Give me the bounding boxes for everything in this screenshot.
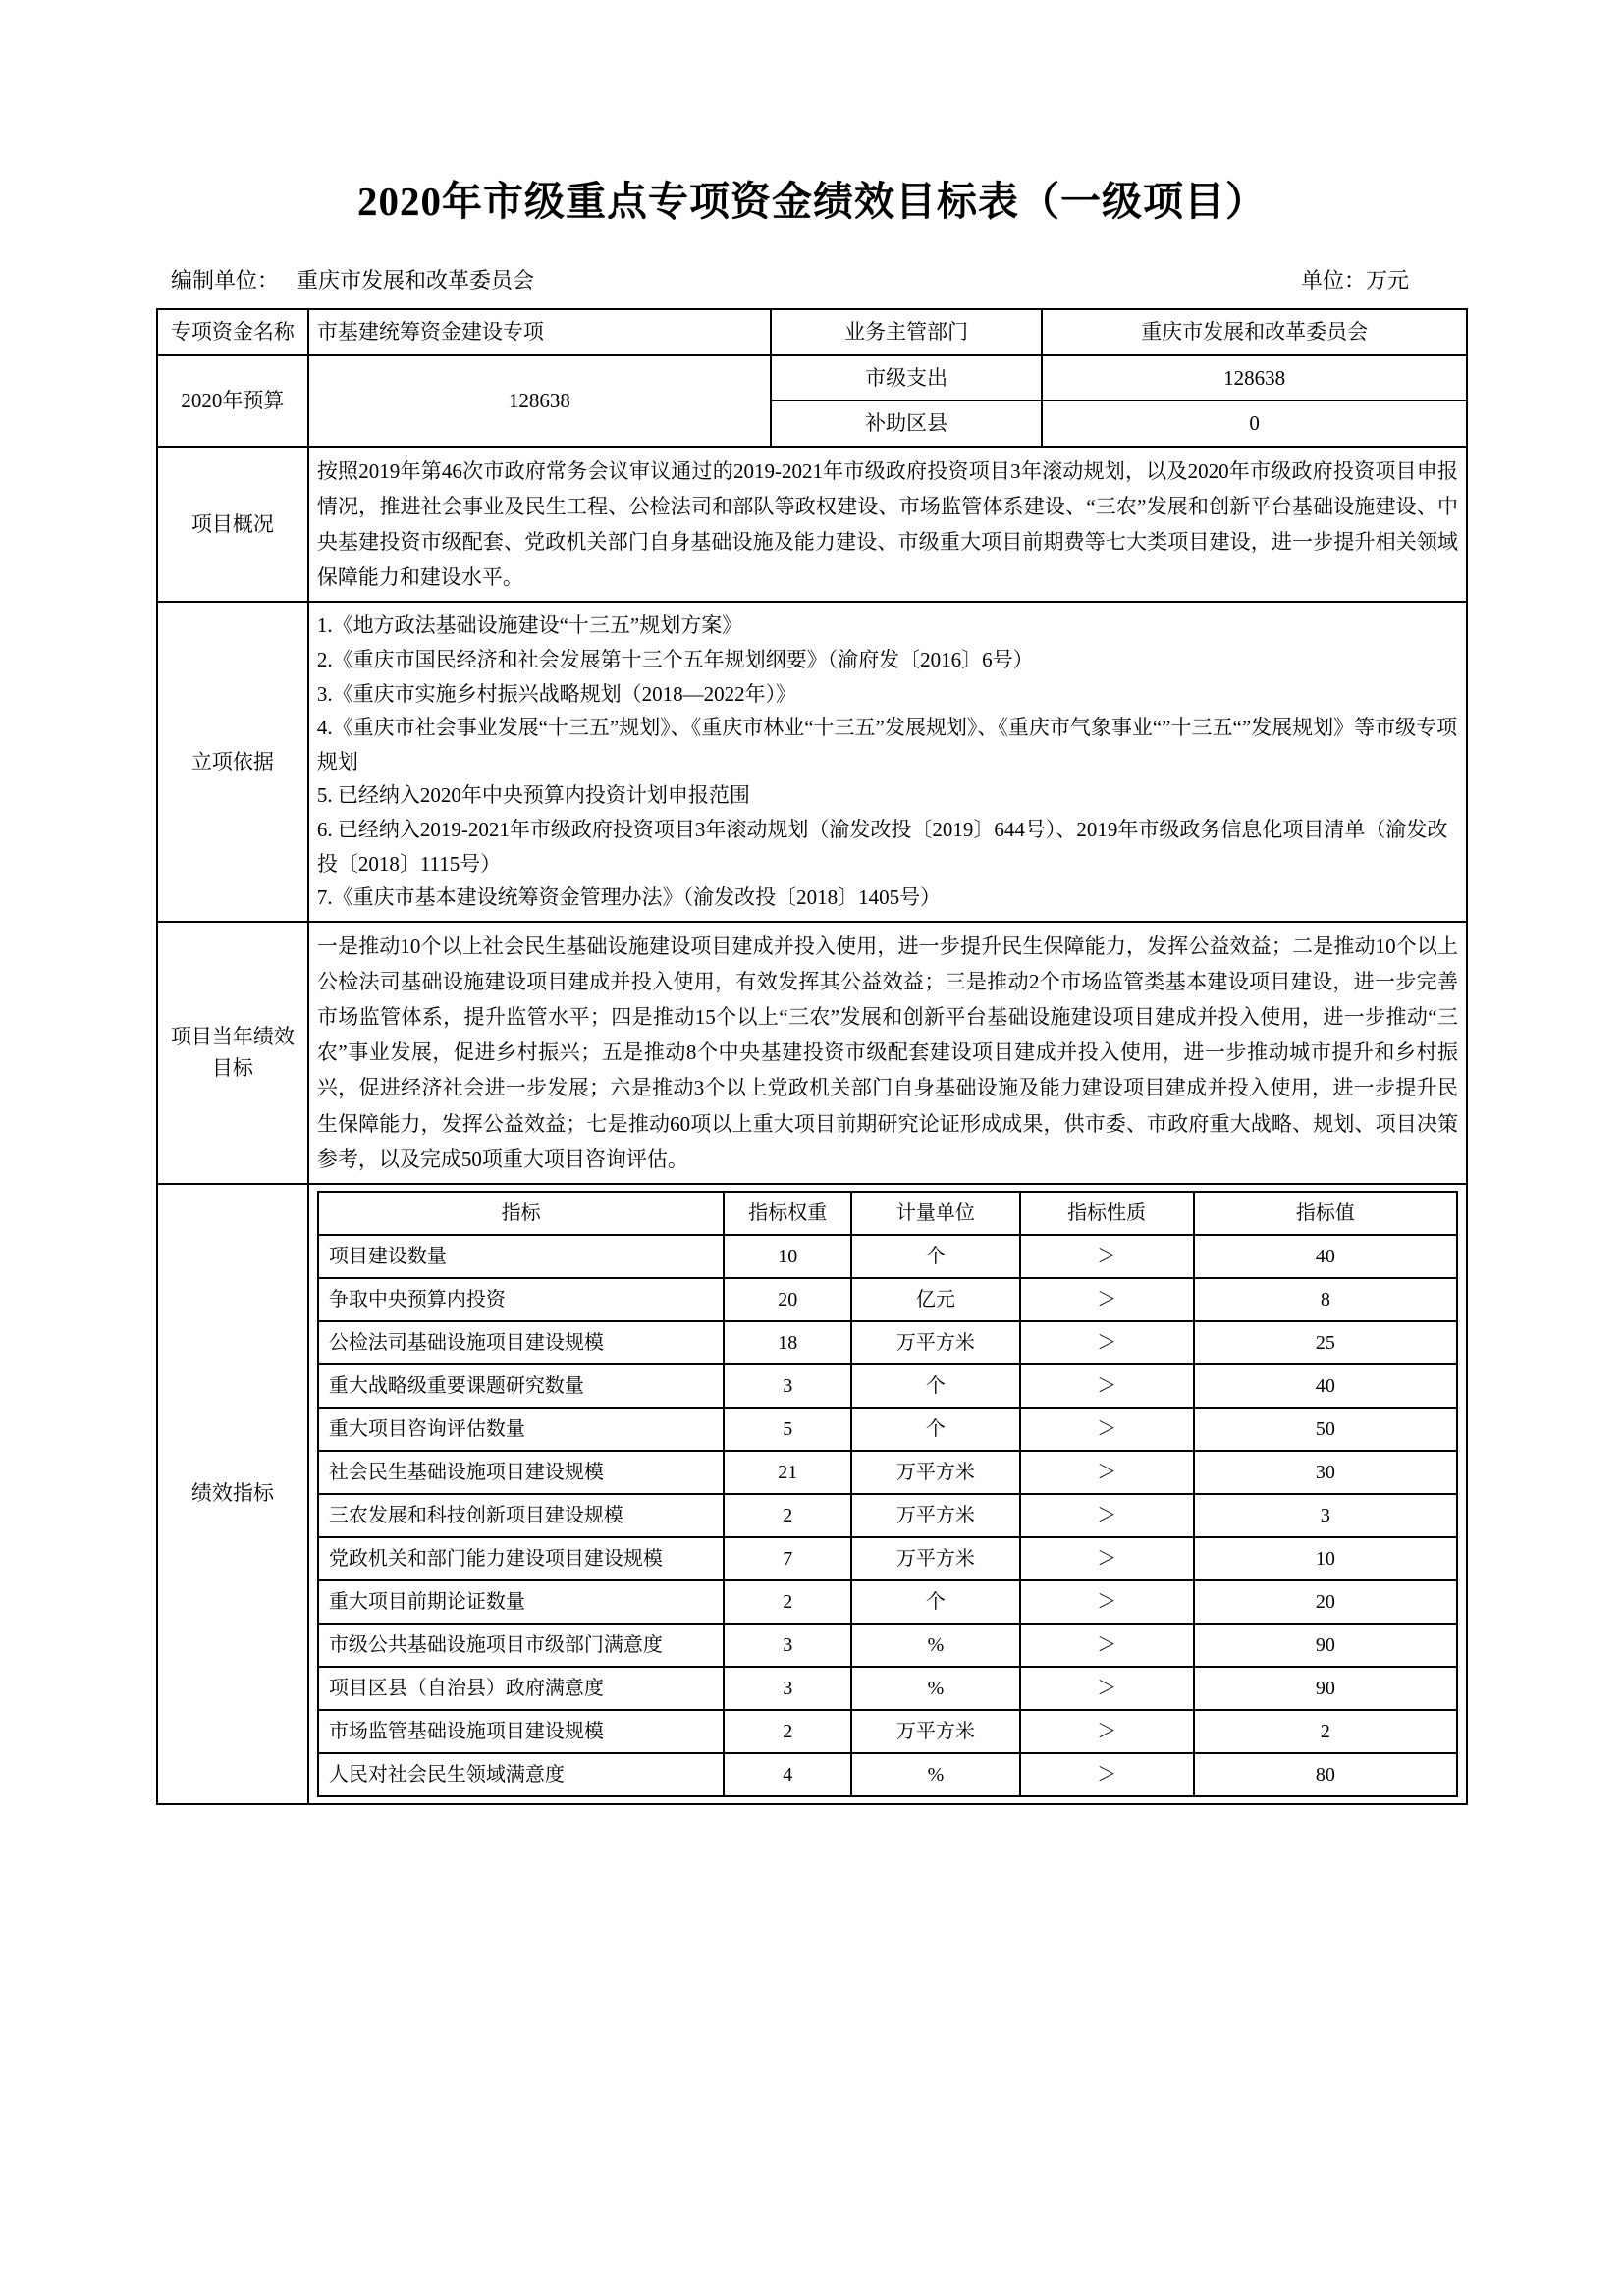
compiler-label: 编制单位： (171, 268, 280, 294)
basis-item: 6. 已经纳入2019-2021年市级政府投资项目3年滚动规划（渝发改投〔2019〕644号）、2019年市级政务信息化项目清单（渝发改投〔2018〕1115号） (316, 818, 1448, 876)
kpi-indicator-nature: ＞ (1020, 1667, 1194, 1710)
supervising-dept-value: 重庆市发展和改革委员会 (1042, 309, 1467, 355)
table-row (318, 1321, 1457, 1364)
kpi-indicator-unit: 亿元 (851, 1278, 1019, 1321)
kpi-indicator-value: 30 (1194, 1451, 1457, 1494)
kpi-indicator-value: 40 (1194, 1235, 1457, 1278)
kpi-col-nature: 指标性质 (1020, 1192, 1194, 1235)
district-subsidy-label: 补助区县 (771, 400, 1042, 447)
basis-item: 1.《地方政法基础设施建设“十三五”规划方案》 (316, 614, 743, 638)
kpi-indicator-weight: 2 (724, 1494, 851, 1537)
kpi-col-unit: 计量单位 (851, 1192, 1019, 1235)
kpi-indicator-weight: 7 (724, 1537, 851, 1580)
kpi-indicator-unit: % (851, 1624, 1019, 1667)
supervising-dept-label: 业务主管部门 (771, 309, 1042, 355)
kpi-indicator-value: 20 (1194, 1580, 1457, 1624)
table-row (318, 1235, 1457, 1278)
kpi-indicator-name: 重大项目前期论证数量 (318, 1580, 725, 1624)
kpi-indicator-unit: 万平方米 (851, 1451, 1019, 1494)
kpi-indicator-weight: 3 (724, 1667, 851, 1710)
kpi-indicator-weight: 20 (724, 1278, 851, 1321)
kpi-indicator-weight: 2 (724, 1580, 851, 1624)
kpi-indicator-name: 市级公共基础设施项目市级部门满意度 (318, 1624, 725, 1667)
district-subsidy-value: 0 (1042, 400, 1467, 447)
basis-item: 7.《重庆市基本建设统筹资金管理办法》（渝发改投〔2018〕1405号） (316, 885, 942, 910)
kpi-indicator-unit: 万平方米 (851, 1710, 1019, 1753)
kpi-indicator-weight: 2 (724, 1710, 851, 1753)
annual-goal-text (308, 922, 1467, 1184)
city-expense-label: 市级支出 (771, 355, 1042, 401)
kpi-indicator-name: 重大战略级重要课题研究数量 (318, 1364, 725, 1408)
kpi-indicator-nature: ＞ (1020, 1278, 1194, 1321)
kpi-indicator-name: 争取中央预算内投资 (318, 1278, 725, 1321)
annual-goal-paragraph: 一是推动10个以上社会民生基础设施建设项目建成并投入使用，进一步提升民生保障能力，发挥公益效益；二是推动10个以上公检法司基础设施建设项目建成并投入使用，有效发挥其公益效益；三是推动2个市场监管类基本建设项目建设，进一步完善市场监管体系，提升监管水平；四是推动15个以上“三农”发展和创新平台基础设施建设项目建成并投入使用，进一步推动“三农”事业发展，促进乡村振兴；五是推动8个中央基建投资市级配套建设项目建成并投入使用，进一步推动城市提升和乡村振兴，促进经济社会进一步发展；六是推动3个以上党政机关部门自身基础设施及能力建设项目建成并投入使用，进一步提升民生保障能力，发挥公益效益；七是推动60项以上重大项目前期研究论证形成成果，供市委、市政府重大战略、规划、项目决策参考，以及完成50项重大项目咨询评估。 (316, 934, 1458, 1171)
kpi-indicator-name: 三农发展和科技创新项目建设规模 (318, 1494, 725, 1537)
kpi-indicator-weight: 10 (724, 1235, 851, 1278)
kpi-indicator-weight: 18 (724, 1321, 851, 1364)
kpi-indicator-value: 10 (1194, 1537, 1457, 1580)
performance-goal-table (156, 308, 1468, 1805)
kpi-indicator-value: 90 (1194, 1624, 1457, 1667)
kpi-indicator-name: 党政机关和部门能力建设项目建设规模 (318, 1537, 725, 1580)
kpi-label: 绩效指标 (157, 1184, 308, 1804)
basis-item: 5. 已经纳入2020年中央预算内投资计划申报范围 (316, 783, 750, 808)
kpi-indicator-unit: 个 (851, 1580, 1019, 1624)
overview-label: 项目概况 (157, 447, 308, 602)
kpi-indicator-nature: ＞ (1020, 1235, 1194, 1278)
budget-value: 128638 (308, 355, 771, 447)
kpi-indicator-name: 项目区县（自治县）政府满意度 (318, 1667, 725, 1710)
compiler-info (156, 264, 534, 294)
basis-item: 3.《重庆市实施乡村振兴战略规划（2018—2022年）》 (316, 681, 797, 706)
kpi-indicator-unit: 万平方米 (851, 1494, 1019, 1537)
kpi-indicator-value: 25 (1194, 1321, 1457, 1364)
kpi-indicator-weight: 5 (724, 1408, 851, 1451)
basis-label: 立项依据 (157, 602, 308, 922)
table-row (318, 1624, 1457, 1667)
overview-text (308, 447, 1467, 602)
document-meta (156, 225, 1468, 294)
kpi-col-indicator: 指标 (318, 1192, 725, 1235)
table-row-annual-goal (157, 922, 1467, 1184)
kpi-indicator-value: 90 (1194, 1667, 1457, 1710)
table-row-kpi (157, 1184, 1467, 1804)
kpi-indicator-unit: 万平方米 (851, 1321, 1019, 1364)
table-row (318, 1580, 1457, 1624)
table-row (318, 1667, 1457, 1710)
kpi-header-row (318, 1192, 1457, 1235)
table-row (318, 1753, 1457, 1796)
basis-list (308, 602, 1467, 922)
kpi-indicator-name: 公检法司基础设施项目建设规模 (318, 1321, 725, 1364)
kpi-indicator-value: 40 (1194, 1364, 1457, 1408)
kpi-indicator-weight: 3 (724, 1364, 851, 1408)
table-row-budget-city (157, 355, 1467, 401)
kpi-col-value: 指标值 (1194, 1192, 1457, 1235)
table-row-overview (157, 447, 1467, 602)
table-row (318, 1537, 1457, 1580)
table-row (318, 1278, 1457, 1321)
kpi-indicator-unit: % (851, 1667, 1019, 1710)
kpi-table-container (308, 1184, 1467, 1804)
kpi-indicator-name: 人民对社会民生领域满意度 (318, 1753, 725, 1796)
kpi-col-weight: 指标权重 (724, 1192, 851, 1235)
unit-note: 单位：万元 (1300, 268, 1409, 294)
kpi-indicator-value: 2 (1194, 1710, 1457, 1753)
annual-goal-label: 项目当年绩效目标 (157, 922, 308, 1184)
kpi-indicator-nature: ＞ (1020, 1408, 1194, 1451)
kpi-indicator-name: 市场监管基础设施项目建设规模 (318, 1710, 725, 1753)
kpi-indicator-nature: ＞ (1020, 1710, 1194, 1753)
kpi-indicator-nature: ＞ (1020, 1537, 1194, 1580)
kpi-indicator-nature: ＞ (1020, 1364, 1194, 1408)
page-title: 2020年市级重点专项资金绩效目标表（一级项目） (357, 179, 1267, 224)
kpi-indicator-name: 重大项目咨询评估数量 (318, 1408, 725, 1451)
kpi-indicator-nature: ＞ (1020, 1624, 1194, 1667)
table-row (318, 1451, 1457, 1494)
kpi-indicator-weight: 21 (724, 1451, 851, 1494)
fund-name-value: 市基建统筹资金建设专项 (308, 309, 771, 355)
basis-item: 2.《重庆市国民经济和社会发展第十三个五年规划纲要》（渝府发〔2016〕6号） (316, 647, 1034, 671)
kpi-indicator-unit: % (851, 1753, 1019, 1796)
kpi-indicator-name: 社会民生基础设施项目建设规模 (318, 1451, 725, 1494)
kpi-indicator-unit: 个 (851, 1364, 1019, 1408)
kpi-indicator-nature: ＞ (1020, 1753, 1194, 1796)
overview-paragraph: 按照2019年第46次市政府常务会议审议通过的2019-2021年市级政府投资项目3年滚动规划，以及2020年市级政府投资项目申报情况，推进社会事业及民生工程、公检法司和部队等政权建设、市场监管体系建设、“三农”发展和创新平台基础设施建设、中央基建投资市级配套、党政机关部门自身基础设施及能力建设、市级重大项目前期费等七大类项目建设，进一步提升相关领域保障能力和建设水平。 (316, 458, 1458, 590)
kpi-indicator-unit: 个 (851, 1235, 1019, 1278)
city-expense-value: 128638 (1042, 355, 1467, 401)
budget-label: 2020年预算 (157, 355, 308, 447)
table-row (318, 1408, 1457, 1451)
kpi-indicator-value: 80 (1194, 1753, 1457, 1796)
kpi-indicator-value: 3 (1194, 1494, 1457, 1537)
table-row-fund-name (157, 309, 1467, 355)
kpi-indicator-unit: 万平方米 (851, 1537, 1019, 1580)
table-row-basis (157, 602, 1467, 922)
kpi-indicator-value: 50 (1194, 1408, 1457, 1451)
kpi-indicator-weight: 4 (724, 1753, 851, 1796)
table-row (318, 1364, 1457, 1408)
kpi-indicator-value: 8 (1194, 1278, 1457, 1321)
basis-item: 4.《重庆市社会事业发展“十三五”规划》、《重庆市林业“十三五”发展规划》、《重庆市气象事业“”十三五“”发展规划》等市级专项规划 (316, 716, 1458, 774)
compiler-value: 重庆市发展和改革委员会 (297, 268, 535, 294)
kpi-indicator-name: 项目建设数量 (318, 1235, 725, 1278)
table-row (318, 1494, 1457, 1537)
kpi-indicator-unit: 个 (851, 1408, 1019, 1451)
kpi-indicator-nature: ＞ (1020, 1494, 1194, 1537)
kpi-indicator-nature: ＞ (1020, 1451, 1194, 1494)
kpi-indicator-weight: 3 (724, 1624, 851, 1667)
kpi-body (318, 1235, 1457, 1796)
kpi-table (317, 1191, 1458, 1797)
kpi-indicator-nature: ＞ (1020, 1321, 1194, 1364)
kpi-indicator-nature: ＞ (1020, 1580, 1194, 1624)
table-row (318, 1710, 1457, 1753)
fund-name-label: 专项资金名称 (157, 309, 308, 355)
